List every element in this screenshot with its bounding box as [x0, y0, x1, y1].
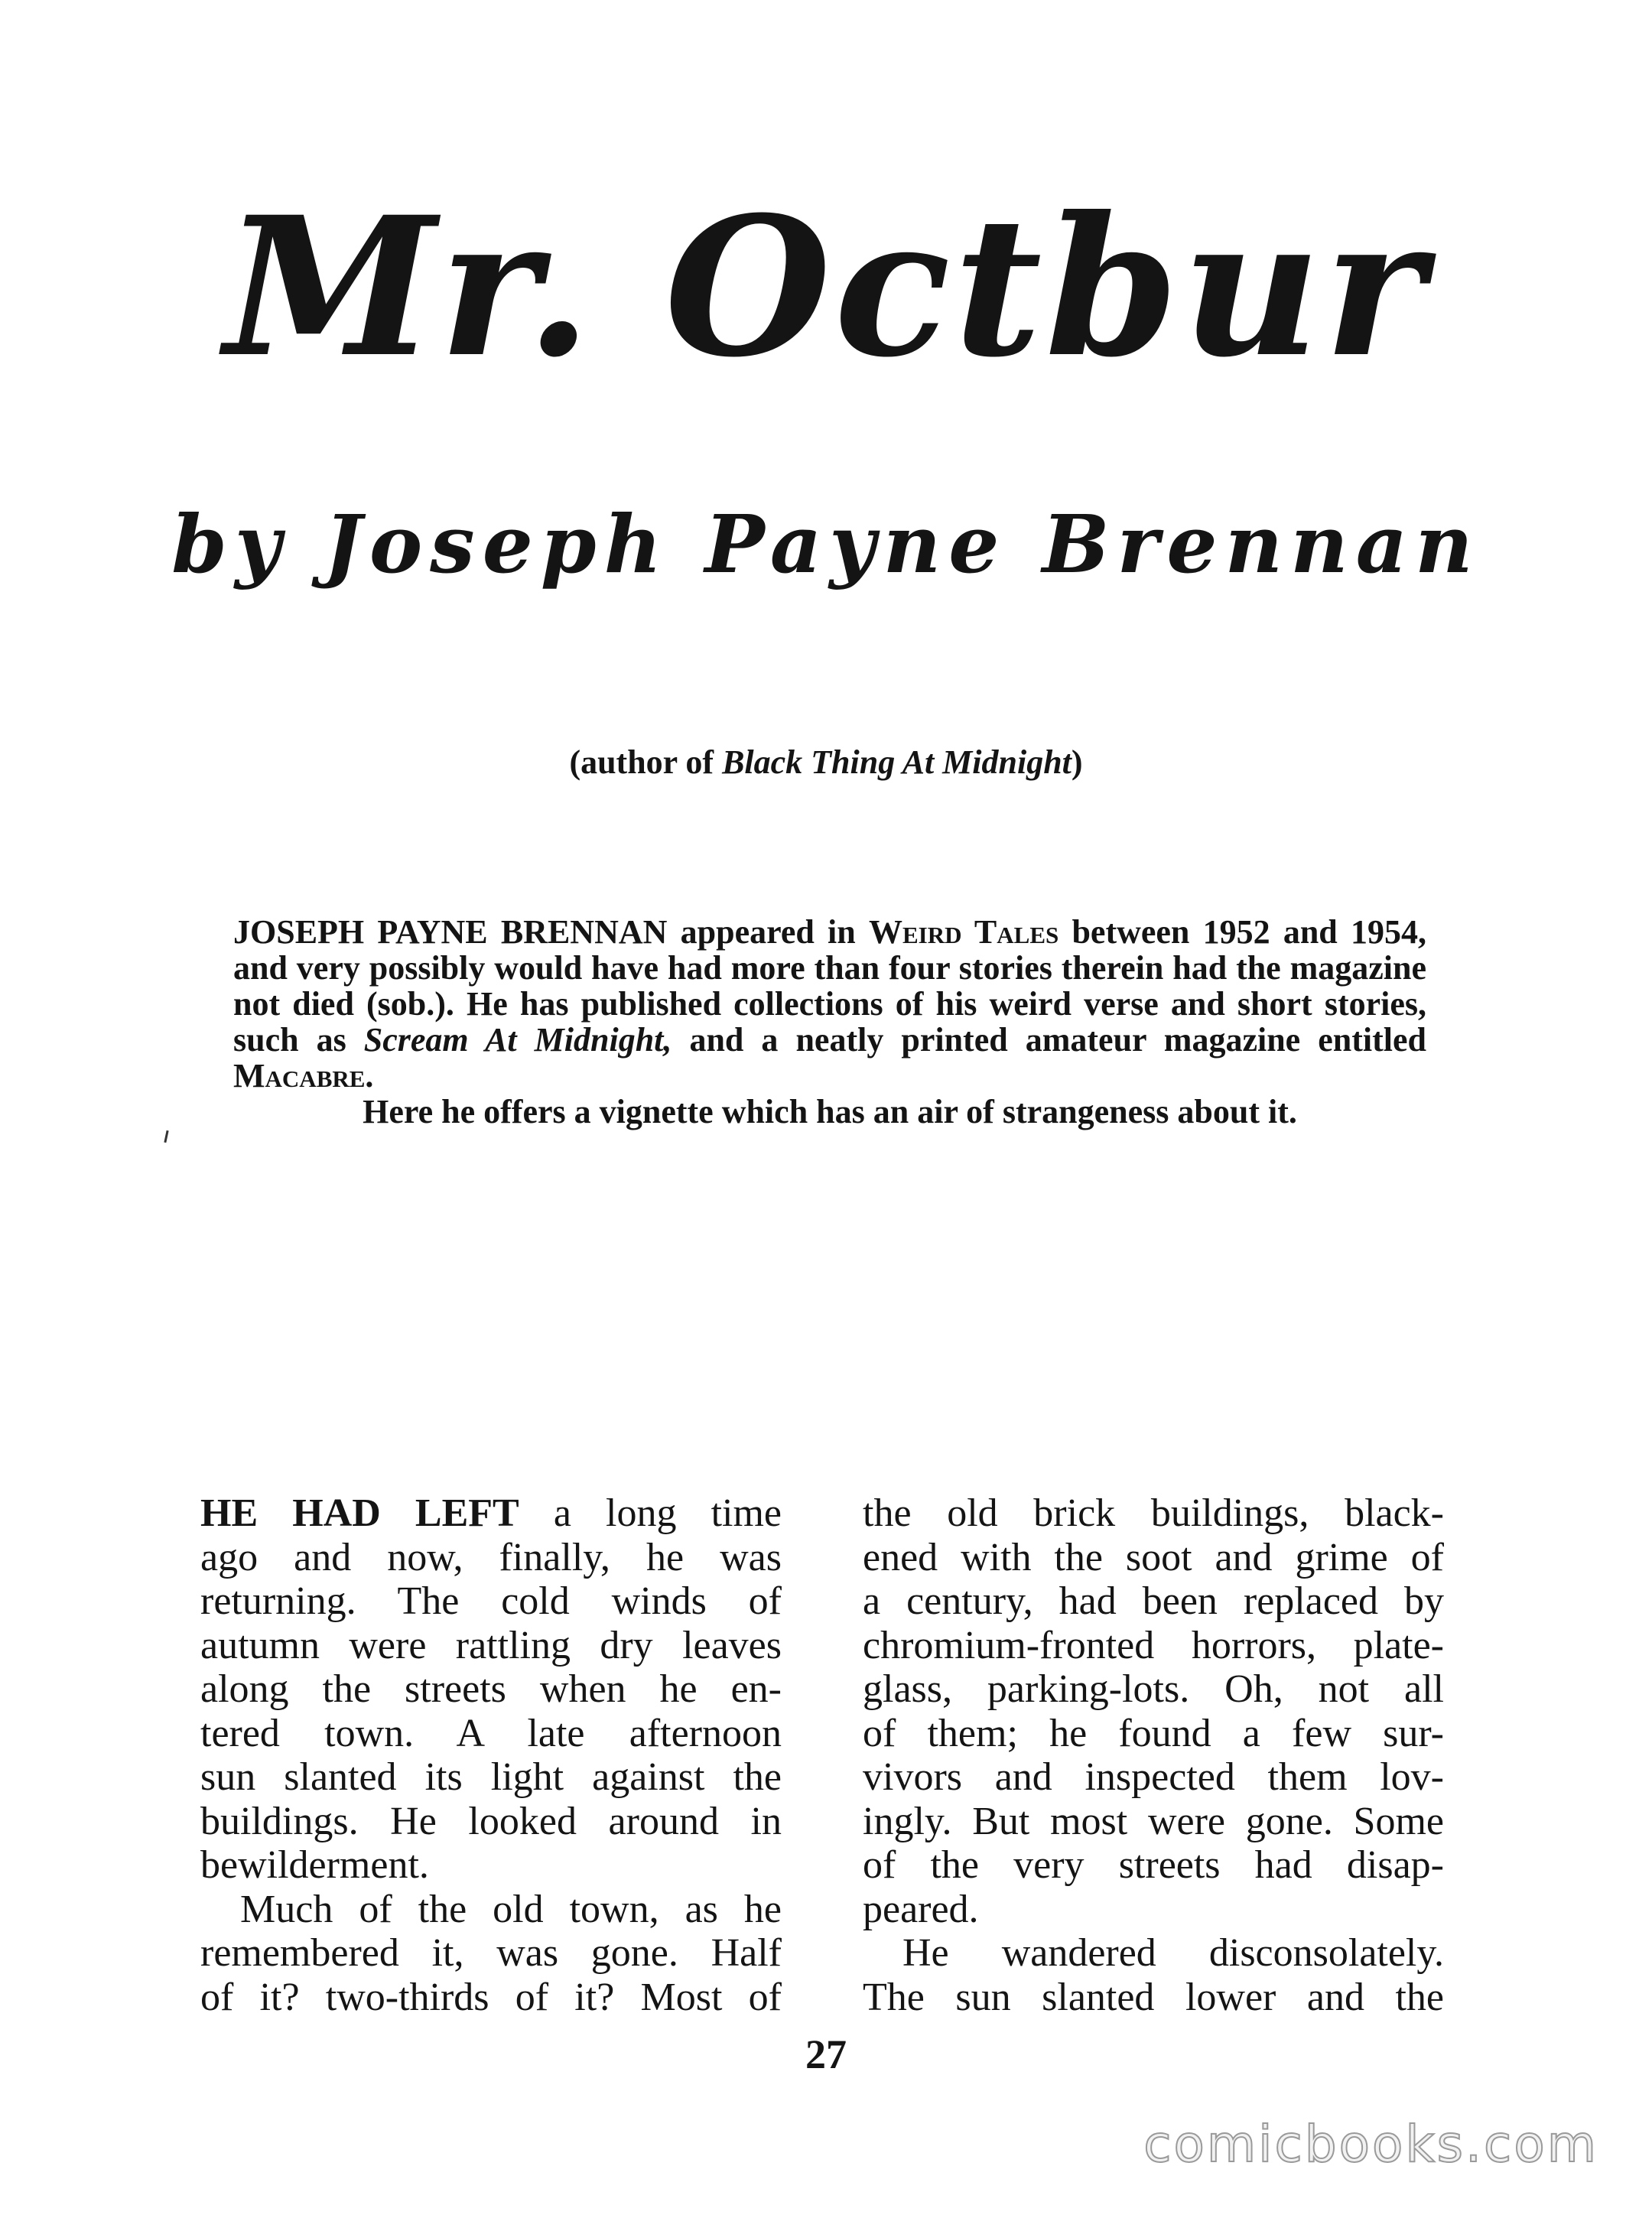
body-line: [200, 1536, 782, 1580]
body-line-text: ened with the soot and grime of: [863, 1535, 1444, 1579]
body-line: [863, 1491, 1444, 1536]
body-line-text: a century, had been replaced by: [863, 1579, 1444, 1623]
body-line-text: tered town. A late afternoon: [200, 1711, 782, 1755]
body-line-text: vivors and inspected them lov-: [863, 1755, 1444, 1799]
intro-text-1: appeared in: [667, 913, 869, 951]
author-credit: [0, 743, 1652, 781]
body-line: [863, 1843, 1444, 1888]
body-line-text: glass, parking-lots. Oh, not all: [863, 1667, 1444, 1711]
body-line: [200, 1888, 782, 1932]
body-line-text: peared.: [863, 1887, 979, 1931]
body-line: [863, 1976, 1444, 2020]
story-title: Mr. Octbur: [224, 174, 1428, 399]
body-line: [863, 1624, 1444, 1668]
body-line-text: He wandered disconsolately.: [902, 1931, 1444, 1975]
author-intro-paragraph: [233, 914, 1426, 1130]
stray-print-mark: [164, 1130, 168, 1143]
body-line: [863, 1888, 1444, 1932]
body-line: [200, 1491, 782, 1536]
body-line: [200, 1712, 782, 1756]
body-line-text: of it? two-thirds of it? Most of: [200, 1975, 782, 2019]
body-line-text: of the very streets had disap-: [863, 1843, 1444, 1887]
body-line: [863, 1755, 1444, 1800]
body-line-text: The sun slanted lower and the: [863, 1975, 1444, 2019]
body-line-text: along the streets when he en-: [200, 1667, 782, 1711]
credit-close: ): [1071, 743, 1083, 781]
body-line-text: of them; he found a few sur-: [863, 1711, 1444, 1755]
intro-magazine-name: Weird Tales: [868, 913, 1059, 951]
body-line-text: remembered it, was gone. Half: [200, 1931, 782, 1975]
page-number: 27: [805, 2031, 847, 2077]
body-column-right: [863, 1491, 1444, 2019]
watermark: comicbooks.com: [1143, 2115, 1598, 2174]
credit-work-title: Black Thing At Midnight: [722, 743, 1072, 781]
body-line: [200, 1667, 782, 1712]
body-line: [200, 1579, 782, 1624]
body-line-text: bewilderment.: [200, 1843, 429, 1887]
body-line: [200, 1843, 782, 1888]
body-line-text: returning. The cold winds of: [200, 1579, 782, 1623]
body-line-text: buildings. He looked around in: [200, 1799, 782, 1843]
body-line: [200, 1931, 782, 1976]
body-line-text: Much of the old town, as he: [240, 1887, 782, 1931]
body-line: [200, 1976, 782, 2020]
intro-author-name: JOSEPH PAYNE BRENNAN: [233, 913, 668, 951]
author-byline: by Joseph Payne Brennan: [171, 497, 1481, 591]
body-line: [863, 1579, 1444, 1624]
body-line: [863, 1931, 1444, 1976]
body-line: [863, 1536, 1444, 1580]
body-line: [863, 1800, 1444, 1844]
body-line-text: sun slanted its light against the: [200, 1755, 782, 1799]
body-line: [200, 1624, 782, 1668]
body-line: [200, 1800, 782, 1844]
intro-text-2: between 1952 and 1954, and very possibly would have had more than four stories therein had the magazine not died (sob.). He has published collections of his weird verse and short stories, such as: [233, 913, 1426, 1059]
body-column-left: [200, 1491, 782, 2019]
body-line: [200, 1755, 782, 1800]
credit-open: (author of: [569, 743, 723, 781]
body-line-text: autumn were rattling dry leaves: [200, 1623, 782, 1667]
intro-amateur-magazine: Macabre.: [233, 1057, 374, 1094]
body-line-text: chromium-fronted horrors, plate-: [863, 1623, 1444, 1667]
body-line: [863, 1712, 1444, 1756]
intro-last-line: Here he offers a vignette which has an air of strangeness about it.: [363, 1093, 1297, 1130]
body-line: [863, 1667, 1444, 1712]
body-line-text: the old brick buildings, black-: [863, 1491, 1444, 1535]
story-opening-caps: HE HAD LEFT: [200, 1491, 519, 1535]
body-line-text: ingly. But most were gone. Some: [863, 1799, 1444, 1843]
body-line-text: a long time: [519, 1491, 782, 1535]
intro-text-3: and a neatly printed amateur magazine entitled: [672, 1021, 1426, 1059]
intro-collection-title: Scream At Midnight,: [363, 1021, 672, 1059]
body-line-text: ago and now, finally, he was: [200, 1535, 782, 1579]
